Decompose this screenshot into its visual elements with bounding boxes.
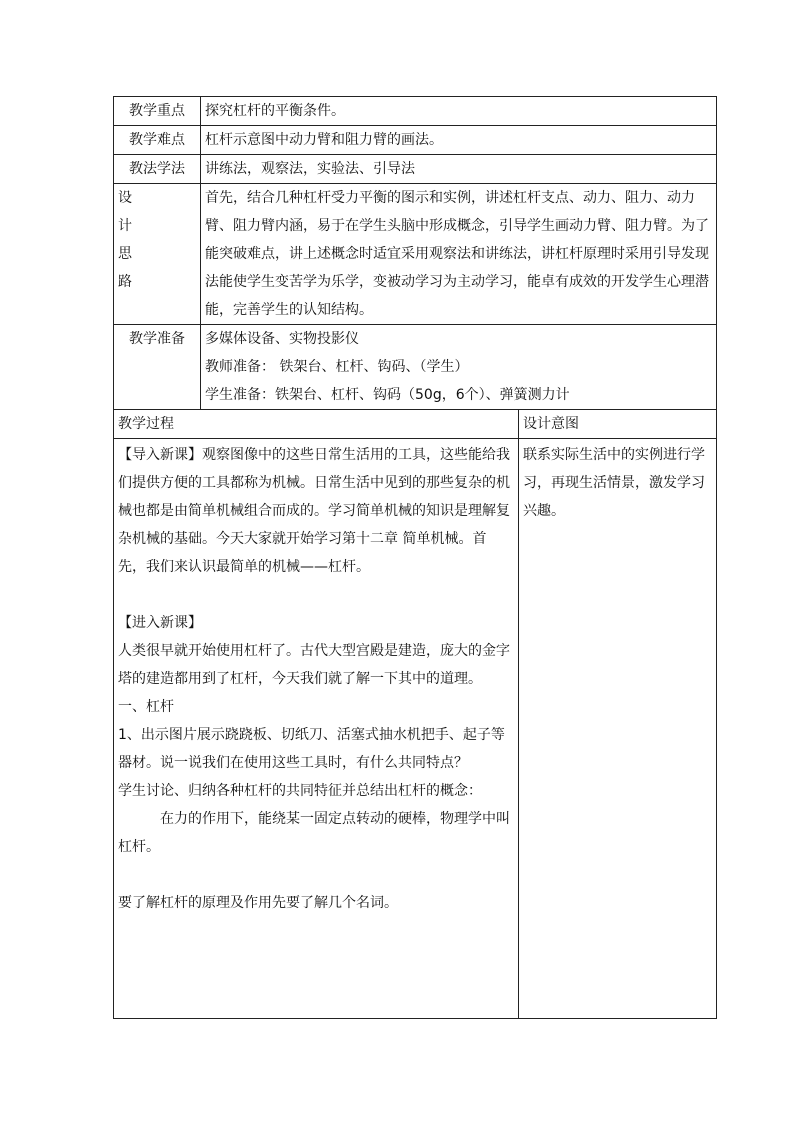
method-label: 教法学法 [114, 155, 201, 184]
focus-row [114, 97, 717, 126]
process-body [114, 439, 519, 1019]
lesson-plan-table [113, 96, 717, 1019]
new-lesson-text: 人类很早就开始使用杠杆了。古代大型宫殿是建造，庞大的金字塔的建造都用到了杠杆，今天我们就了解一下其中的道理。 [118, 643, 510, 687]
discussion-text: 学生讨论、归纳各种杠杆的共同特征并总结出杠杆的概念： [118, 783, 482, 799]
spacer [118, 581, 514, 609]
focus-label: 教学重点 [114, 97, 201, 126]
prep-line: 学生准备：铁架台、杠杆、钩码（50g，6个）、弹簧测力计 [205, 387, 570, 403]
difficulty-label: 教学难点 [114, 126, 201, 155]
intent-body: 联系实际生活中的实例进行学习，再现生活情景，激发学习兴趣。 [519, 439, 717, 1019]
activity-item: 1、出示图片展示跷跷板、切纸刀、活塞式抽水机把手、起子等器材。说一说我们在使用这些工具时，有什么共同特点？ [118, 727, 505, 771]
focus-value: 探究杠杆的平衡条件。 [201, 97, 717, 126]
prep-line: 多媒体设备、实物投影仪 [205, 331, 359, 347]
method-row [114, 155, 717, 184]
new-lesson-title: 【进入新课】 [118, 615, 202, 631]
design-label-char: 思 [118, 246, 132, 262]
design-label-char: 设 [118, 190, 132, 206]
closing-text: 要了解杠杆的原理及作用先要了解几个名词。 [118, 895, 398, 911]
spacer [118, 861, 514, 889]
process-body-row [114, 439, 717, 1019]
design-label-char: 路 [118, 274, 132, 290]
section-heading: 一、杠杆 [118, 699, 174, 715]
difficulty-row [114, 126, 717, 155]
design-value: 首先，结合几种杠杆受力平衡的图示和实例，讲述杠杆支点、动力、阻力、动力臂、阻力臂内涵，易于在学生头脑中形成概念，引导学生画动力臂、阻力臂。为了能突破难点，讲上述概念时适宜采用观察法和讲练法，讲杠杆原理时采用引导发现法能使学生变苦学为乐学，变被动学习为主动学习，能卓有成效的开发学生心理潜能，完善学生的认知结构。 [201, 184, 717, 325]
design-row [114, 184, 717, 325]
prep-line: 教师准备： 铁架台、杠杆、钩码、（学生） [205, 359, 469, 375]
prep-value [201, 325, 717, 410]
method-value: 讲练法，观察法，实验法、引导法 [201, 155, 717, 184]
design-label [114, 184, 201, 325]
prep-row [114, 325, 717, 410]
design-label-char: 计 [118, 218, 132, 234]
process-header: 教学过程 [114, 410, 519, 439]
intro-paragraph: 【导入新课】观察图像中的这些日常生活用的工具，这些能给我们提供方便的工具都称为机械。日常生活中见到的那些复杂的机械也都是由简单机械组合而成的。学习简单机械的知识是理解复杂机械的基础。今天大家就开始学习第十二章 简单机械。首先，我们来认识最简单的机械——杠杆。 [118, 447, 510, 575]
lever-definition: 在力的作用下，能绕某一固定点转动的硬棒，物理学中叫杠杆。 [118, 811, 510, 855]
intent-header: 设计意图 [519, 410, 717, 439]
prep-label: 教学准备 [114, 325, 201, 410]
process-header-row [114, 410, 717, 439]
difficulty-value: 杠杆示意图中动力臂和阻力臂的画法。 [201, 126, 717, 155]
